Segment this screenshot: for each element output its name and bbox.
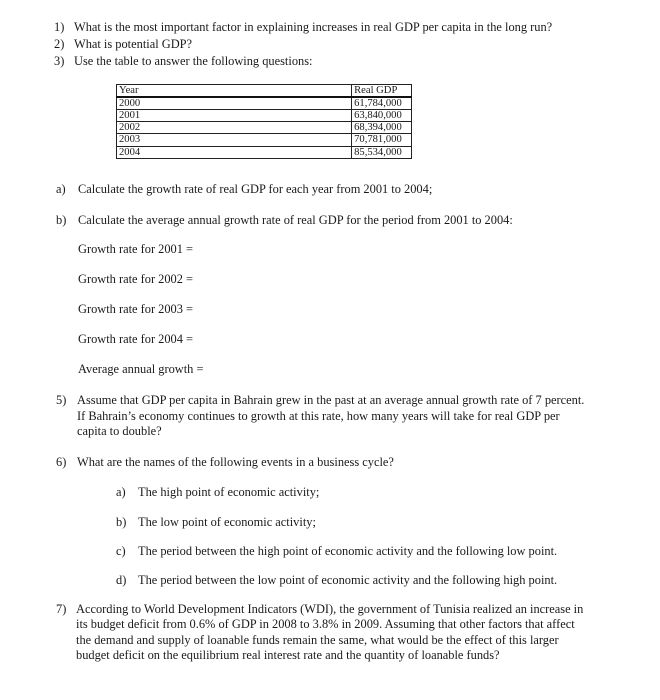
question-5-number: 5) — [56, 393, 67, 407]
question-3 — [54, 54, 312, 69]
question-b-label: b) — [56, 213, 67, 227]
question-2-number: 2) — [54, 37, 65, 51]
growth-line-2001: Growth rate for 2001 = — [78, 242, 194, 256]
question-7-number: 7) — [56, 602, 67, 616]
table-cell-gdp: 68,394,000 — [352, 122, 412, 134]
table-cell-gdp: 85,534,000 — [352, 146, 412, 158]
question-6-item-label: b) — [116, 515, 127, 529]
growth-line-average: Average annual growth = — [78, 362, 204, 376]
table-cell-year: 2003 — [117, 134, 352, 146]
question-6-item-text: The high point of economic activity; — [138, 485, 320, 499]
question-6-item-label: d) — [116, 573, 127, 587]
question-6-item-label: a) — [116, 485, 126, 499]
table-header-year: Year — [117, 85, 352, 98]
table-header-row — [117, 85, 412, 98]
question-6 — [56, 455, 394, 470]
table-row — [117, 146, 412, 158]
question-b — [56, 213, 513, 228]
question-a — [56, 182, 432, 197]
question-6-item-text: The period between the high point of economic activity and the following low point. — [138, 544, 558, 558]
table-cell-year: 2002 — [117, 122, 352, 134]
growth-line-2003: Growth rate for 2003 = — [78, 302, 194, 316]
question-6-item-text: The low point of economic activity; — [138, 515, 316, 529]
question-a-label: a) — [56, 182, 66, 196]
question-6-item-b — [116, 515, 316, 530]
question-3-text: Use the table to answer the following questions: — [74, 54, 313, 68]
question-6-item-text: The period between the low point of economic activity and the following high point. — [138, 573, 558, 587]
question-a-text: Calculate the growth rate of real GDP for each year from 2001 to 2004; — [78, 182, 433, 196]
table-cell-year: 2001 — [117, 110, 352, 122]
question-7-text: According to World Development Indicators (WDI), the government of Tunisia realized an increase in its budget deficit from 0.6% of GDP in 2008 to 3.8% in 2009. Assuming that other factors that affect the demand and supply of loanable funds remain the same, what would be the effect of this larger budget deficit on the equilibrium real interest rate and the quantity of loanable funds? — [76, 602, 584, 663]
table-cell-gdp: 63,840,000 — [352, 110, 412, 122]
question-1-number: 1) — [54, 20, 65, 34]
gdp-table — [116, 84, 412, 159]
table-row — [117, 134, 412, 146]
table-cell-year: 2000 — [117, 97, 352, 110]
growth-line-2002: Growth rate for 2002 = — [78, 272, 194, 286]
question-6-item-c — [116, 544, 557, 559]
question-6-text: What are the names of the following events in a business cycle? — [77, 455, 394, 469]
question-2 — [54, 37, 192, 52]
table-cell-gdp: 61,784,000 — [352, 97, 412, 110]
table-row — [117, 110, 412, 122]
question-6-item-label: c) — [116, 544, 126, 558]
growth-line-2004: Growth rate for 2004 = — [78, 332, 194, 346]
question-1-text: What is the most important factor in explaining increases in real GDP per capita in the long run? — [74, 20, 553, 34]
table-header-gdp: Real GDP — [352, 85, 412, 98]
table-cell-year: 2004 — [117, 146, 352, 158]
table-row — [117, 97, 412, 110]
question-1 — [54, 20, 552, 35]
question-3-number: 3) — [54, 54, 65, 68]
question-6-item-a — [116, 485, 319, 500]
question-5-text: Assume that GDP per capita in Bahrain grew in the past at an average annual growth rate of 7 percent. If Bahrain’s economy continues to growth at this rate, how many years will take for real GDP per capita to double? — [77, 393, 585, 438]
question-2-text: What is potential GDP? — [74, 37, 193, 51]
table-cell-gdp: 70,781,000 — [352, 134, 412, 146]
question-6-number: 6) — [56, 455, 67, 469]
question-b-text: Calculate the average annual growth rate of real GDP for the period from 2001 to 2004: — [78, 213, 513, 227]
question-6-item-d — [116, 573, 557, 588]
table-row — [117, 122, 412, 134]
